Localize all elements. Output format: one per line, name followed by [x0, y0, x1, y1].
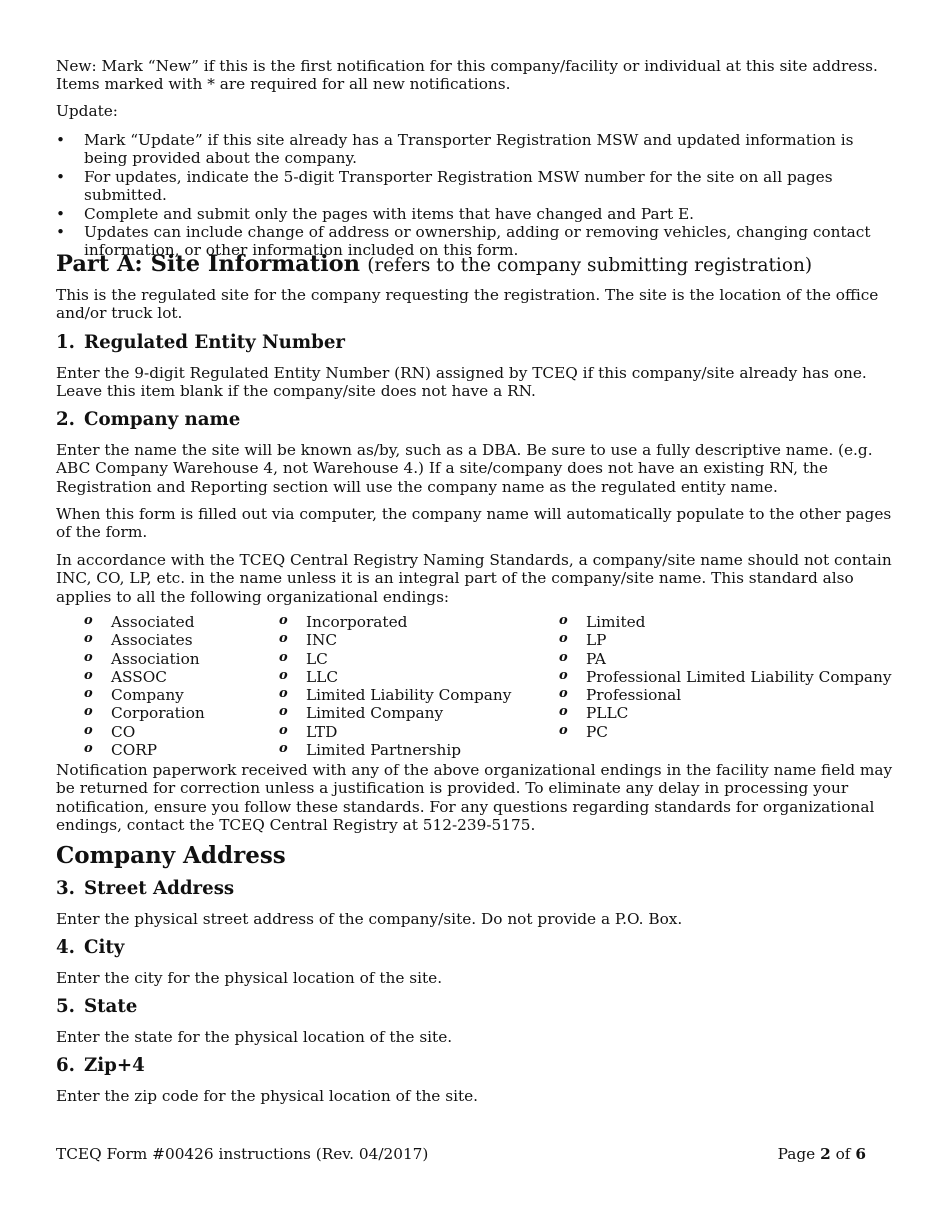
item-4-heading [56, 937, 896, 959]
item-2-paragraph-2: When this form is filled out via computer, the company name will automatically populate to the other pages of the form. [56, 505, 892, 542]
list-item: o Associates [84, 631, 205, 649]
page-current: 2 [820, 1145, 831, 1163]
list-item: o INC [279, 631, 511, 649]
list-item: o LTD [279, 723, 511, 741]
item-2-paragraph-1: Enter the name the site will be known as/by, such as a DBA. Be sure to use a fully descriptive name. (e.g. ABC Company Warehouse 4, not Warehouse 4.) If a site/company does not have an existing RN, the Registration and Reporting section will use the company name as the regulated entity name. [56, 441, 873, 496]
list-item: o Professional [559, 686, 891, 704]
list-item: o LC [279, 650, 511, 668]
item-title: Company name [84, 409, 241, 430]
page-number [778, 1145, 866, 1163]
list-item: o Limited Liability Company [279, 686, 511, 704]
list-item: o Limited Company [279, 704, 511, 722]
item-3-heading [56, 878, 896, 900]
item-5-text: Enter the state for the physical location of the site. [56, 1028, 453, 1046]
list-item: • Mark “Update” if this site already has a Transporter Registration MSW and updated information is being provided about the company. [56, 131, 896, 168]
list-item: o PC [559, 723, 891, 741]
list-item: o Association [84, 650, 205, 668]
company-address-heading: Company Address [56, 842, 286, 869]
item-number: 2. [56, 409, 75, 430]
list-item: • Complete and submit only the pages with items that have changed and Part E. [56, 205, 896, 223]
item-2-paragraph-3: In accordance with the TCEQ Central Registry Naming Standards, a company/site name should not contain INC, CO, LP, etc. in the name unless it is an integral part of the company/site name. This standard also applies to all the following organizational endings: [56, 551, 892, 606]
item-number: 1. [56, 332, 75, 353]
page-prefix: Page [777, 1145, 816, 1163]
part-a-description: This is the regulated site for the company requesting the registration. The site is the location of the office and/or truck lot. [56, 286, 879, 323]
part-a-heading [56, 251, 896, 279]
part-a-subtitle: (refers to the company submitting registration) [367, 255, 813, 276]
item-number: 4. [56, 937, 75, 958]
item-title: State [84, 996, 138, 1017]
list-item: o LLC [279, 668, 511, 686]
intro-update-label: Update: [56, 102, 118, 120]
item-title: Zip+4 [84, 1055, 145, 1076]
list-item: o Incorporated [279, 613, 511, 631]
page-total: 6 [855, 1145, 866, 1163]
list-item: o LP [559, 631, 891, 649]
item-title: Street Address [84, 878, 235, 899]
endings-column-1 [84, 613, 205, 759]
item-3-text: Enter the physical street address of the company/site. Do not provide a P.O. Box. [56, 910, 683, 928]
list-item: o Corporation [84, 704, 205, 722]
list-item: o Associated [84, 613, 205, 631]
endings-column-3 [559, 613, 891, 741]
list-item: o Limited Partnership [279, 741, 511, 759]
update-bullet-list [56, 131, 896, 260]
form-identifier: TCEQ Form #00426 instructions (Rev. 04/2017) [56, 1145, 429, 1163]
endings-column-2 [279, 613, 511, 759]
list-item: o PA [559, 650, 891, 668]
item-1-heading [56, 332, 896, 354]
item-6-heading [56, 1055, 896, 1077]
item-number: 5. [56, 996, 75, 1017]
page-of: of [835, 1145, 851, 1163]
list-item: o PLLC [559, 704, 891, 722]
item-1-text: Enter the 9-digit Regulated Entity Number (RN) assigned by TCEQ if this company/site already has one. Leave this item blank if the company/site does not have a RN. [56, 364, 867, 401]
page-footer [56, 1145, 866, 1163]
item-6-text: Enter the zip code for the physical location of the site. [56, 1087, 479, 1105]
list-item: o Company [84, 686, 205, 704]
item-2-heading [56, 409, 896, 431]
list-item: o CORP [84, 741, 205, 759]
item-title: City [84, 937, 125, 958]
item-2-paragraph-4: Notification paperwork received with any of the above organizational endings in the facility name field may be returned for correction unless a justification is provided. To eliminate any delay in processing your notification, ensure you follow these standards. For any questions regarding standards for organizational endings, contact the TCEQ Central Registry at 512-239-5175. [56, 761, 893, 835]
list-item: o CO [84, 723, 205, 741]
item-4-text: Enter the city for the physical location of the site. [56, 969, 443, 987]
list-item: o ASSOC [84, 668, 205, 686]
list-item: • For updates, indicate the 5-digit Transporter Registration MSW number for the site on all pages submitted. [56, 168, 896, 205]
list-item: o Limited [559, 613, 891, 631]
intro-new-paragraph: New: Mark “New” if this is the first notification for this company/facility or individual at this site address. Items marked with * are required for all new notifications. [56, 57, 878, 94]
part-a-title: Part A: Site Information [56, 251, 361, 277]
list-item: • Updates can include change of address or ownership, adding or removing vehicles, changing contact information, or other information included on this form. [56, 223, 896, 260]
item-title: Regulated Entity Number [84, 332, 346, 353]
list-item: o Professional Limited Liability Company [559, 668, 891, 686]
item-number: 3. [56, 878, 75, 899]
item-5-heading [56, 996, 896, 1018]
item-number: 6. [56, 1055, 75, 1076]
